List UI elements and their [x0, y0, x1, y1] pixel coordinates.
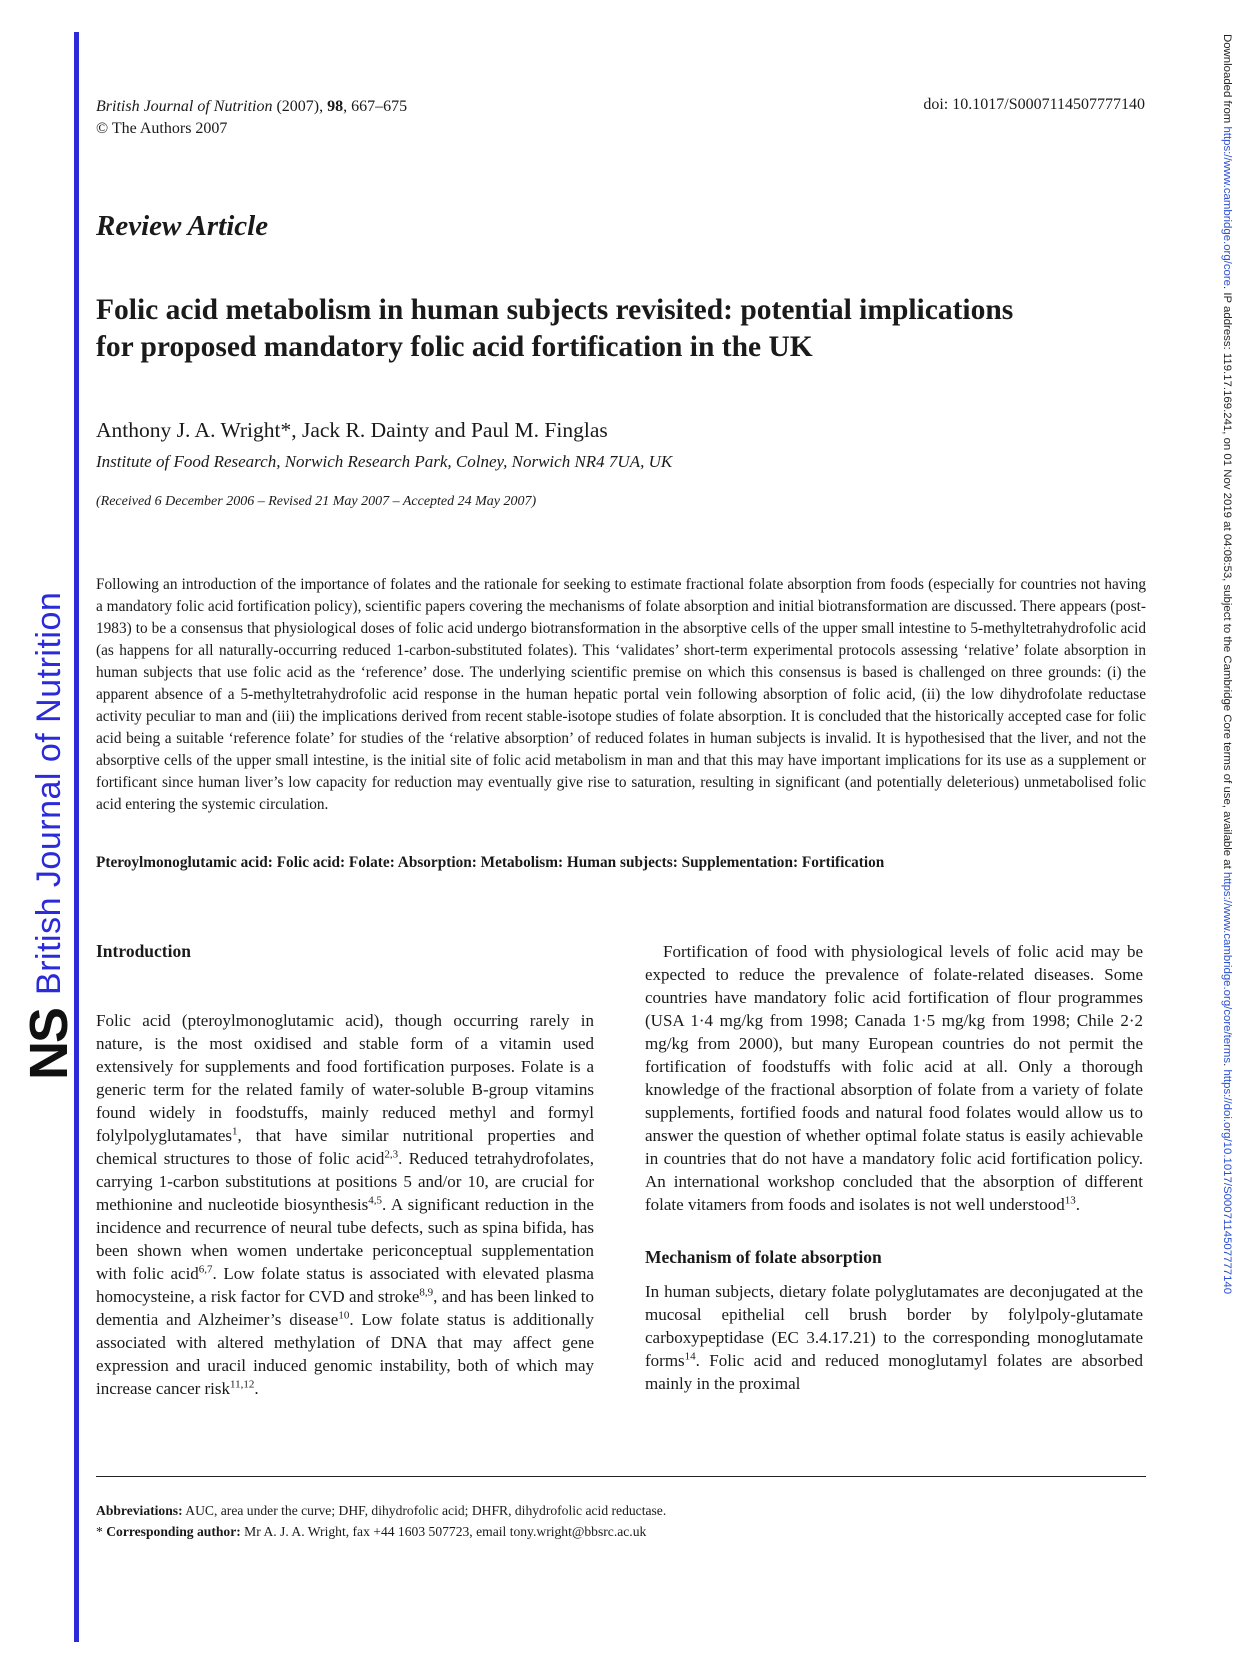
- terms-link[interactable]: https://www.cambridge.org/core/terms: [1221, 871, 1233, 1064]
- journal-title: British Journal of Nutrition: [96, 98, 273, 115]
- journal-logo: [19, 540, 79, 1080]
- title-line-1: Folic acid metabolism in human subjects revisited: potential implications: [96, 294, 1014, 326]
- ref: 6,7: [198, 1263, 213, 1276]
- right-column: [645, 940, 1143, 1395]
- download-prefix: Downloaded from: [1221, 34, 1233, 127]
- keywords: Pteroylmonoglutamic acid: Folic acid: Folate: Absorption: Metabolism: Human subjects: Supplementation: Fortification: [96, 854, 885, 871]
- article-title: [96, 292, 1156, 366]
- ref: 14: [684, 1350, 696, 1363]
- mechanism-heading: Mechanism of folate absorption: [645, 1247, 882, 1267]
- fortification-paragraph: Fortification of food with physiological levels of folic acid may be expected to reduce the prevalence of folate-related diseases. Some countries have mandatory folic acid fortification of flour programmes (USA 1·4 mg/kg from 1998; Canada 1·5 mg/kg from 1998; Chile 2·2 mg/kg from 2000), but many European countries do not permit the fortification of foodstuffs with folic acid at all. Only a thorough knowledge of the fractional absorption of folate from a variety of folate supplements, fortified foods and natural food folates would allow us to answer the question of whether optimal folate status is easily achievable in countries that do not have a mandatory folic acid fortification policy. An international workshop concluded that the absorption of different folate vitamers from foods and isolates is not well understood$^{13}$.: [645, 942, 1143, 1214]
- doi-link[interactable]: https://doi.org/10.1017/S0007114507777140: [1221, 1069, 1233, 1295]
- download-note: [1221, 34, 1233, 1294]
- ref: 4,5: [368, 1194, 383, 1207]
- journal-citation: [96, 96, 407, 140]
- ref: 13: [1064, 1194, 1076, 1207]
- abbreviations-footnote: Abbreviations: AUC, area under the curve; DHF, dihydrofolic acid; DHFR, dihydrofolic acid reductase.: [96, 1503, 667, 1518]
- journal-year: (2007),: [276, 98, 324, 115]
- copyright: © The Authors 2007: [96, 120, 228, 137]
- section-label: Review Article: [96, 210, 269, 242]
- logo-ns: NS: [19, 1008, 79, 1080]
- affiliation: Institute of Food Research, Norwich Research Park, Colney, Norwich NR4 7UA, UK: [96, 452, 673, 471]
- journal-pages: , 667–675: [343, 98, 408, 115]
- received-dates: (Received 6 December 2006 – Revised 21 May 2007 – Accepted 24 May 2007): [96, 494, 537, 509]
- footnote-rule: [96, 1476, 1146, 1477]
- cambridge-core-link[interactable]: https://www.cambridge.org/core: [1221, 126, 1233, 286]
- ref: 8,9: [419, 1286, 434, 1299]
- download-sep: .: [1221, 1063, 1233, 1070]
- corresponding-author-footnote: * Corresponding author: Mr A. J. A. Wright, fax +44 1603 507723, email tony.wright@bbsrc.ac.uk: [96, 1524, 647, 1539]
- mechanism-paragraph: In human subjects, dietary folate polyglutamates are deconjugated at the mucosal epithelial cell brush border by folylpoly-glutamate carboxypeptidase (EC 3.4.17.21) to the corresponding monoglutamate forms$^{14}$. Folic acid and reduced monoglutamyl folates are absorbed mainly in the proximal: [645, 1282, 1143, 1393]
- download-middle: . IP address: 119.17.169.241, on 01 Nov 2019 at 04:08:53, subject to the Cambridge Core terms of use, available at: [1221, 286, 1233, 872]
- left-column: [96, 940, 594, 1400]
- ref: 2,3: [384, 1148, 399, 1161]
- introduction-paragraph: Folic acid (pteroylmonoglutamic acid), though occurring rarely in nature, is the most oxidised and stable form of a vitamin used extensively for supplements and food fortification purposes. Folate is a generic term for the related family of water-soluble B-group vitamins found widely in foodstuffs, mainly reduced methyl and formyl folylpolyglutamates$^1$, that have similar nutritional properties and chemical structures to those of folic acid$^{2,3}$. Reduced tetrahydrofolates, carrying 1-carbon substitutions at positions 5 and/or 10, are crucial for methionine and nucleotide biosynthesis$^{4,5}$. A significant reduction in the incidence and recurrence of neural tube defects, such as spina bifida, has been shown when women undertake periconceptual supplementation with folic acid$^{6,7}$. Low folate status is associated with elevated plasma homocysteine, a risk factor for CVD and stroke$^{8,9}$, and has been linked to dementia and Alzheimer’s disease$^{10}$. Low folate status is additionally associated with altered methylation of DNA that may affect gene expression and uracil induced genomic instability, both of which may increase cancer risk$^{11,12}$.: [96, 1011, 594, 1398]
- doi: doi: 10.1017/S0007114507777140: [923, 96, 1145, 113]
- ref: 1: [231, 1125, 238, 1138]
- ref: 11,12: [230, 1378, 255, 1391]
- logo-journal-name: British Journal of Nutrition: [29, 591, 68, 995]
- ref: 10: [338, 1309, 350, 1322]
- title-line-2: for proposed mandatory folic acid fortification in the UK: [96, 331, 813, 363]
- authors: Anthony J. A. Wright*, Jack R. Dainty and Paul M. Finglas: [96, 418, 608, 442]
- journal-volume: 98: [327, 98, 344, 115]
- introduction-heading: Introduction: [96, 941, 191, 961]
- abstract: Following an introduction of the importance of folates and the rationale for seeking to estimate fractional folate absorption from foods (especially for countries not having a mandatory folic acid fortification policy), scientific papers covering the mechanisms of folate absorption and initial biotransformation are discussed. There appears (post-1983) to be a consensus that physiological doses of folic acid undergo biotransformation in the absorptive cells of the upper small intestine to 5-methyltetrahydrofolic acid (as happens for all naturally-occurring reduced 1-carbon-substituted folates). This ‘validates’ short-term experimental protocols assessing ‘relative’ folate absorption in human subjects that use folic acid as the ‘reference’ dose. The underlying scientific premise on which this consensus is based is challenged on three grounds: (i) the apparent absence of a 5-methyltetrahydrofolic acid response in the human hepatic portal vein following absorption of folic acid, (ii) the low dihydrofolate reductase activity peculiar to man and (iii) the implications derived from recent stable-isotope studies of folate absorption. It is concluded that the historically accepted case for folic acid being a suitable ‘reference folate’ for studies of the ‘relative absorption’ of reduced folates in human subjects is invalid. It is hypothesised that the liver, and not the absorptive cells of the upper small intestine, is the initial site of folic acid metabolism in man and that this may have important implications for its use as a supplement or fortificant since human liver’s low capacity for reduction may eventually give rise to saturation, resulting in significant (and potentially deleterious) unmetabolised folic acid entering the systemic circulation.: [96, 576, 1146, 813]
